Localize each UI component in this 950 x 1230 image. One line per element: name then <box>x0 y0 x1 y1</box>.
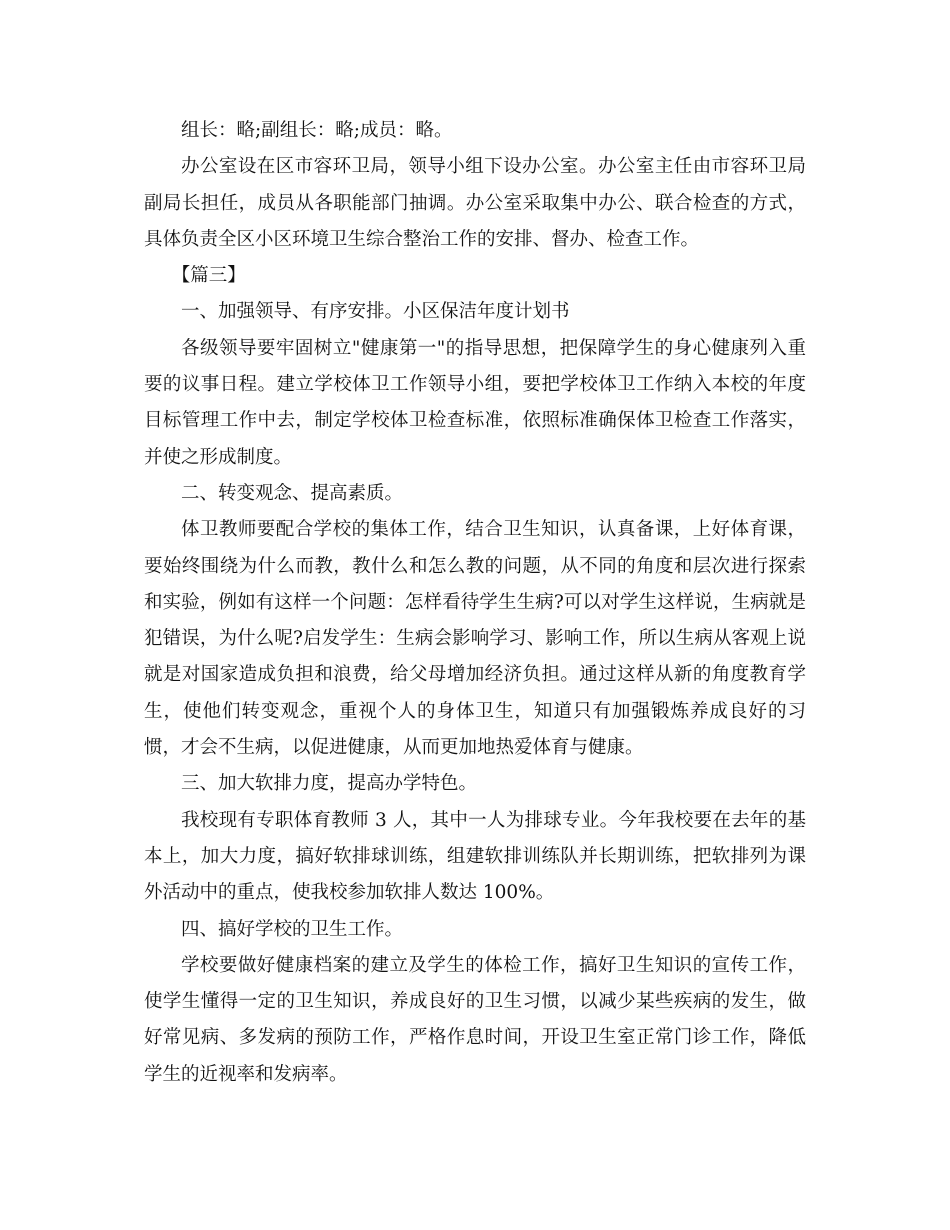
paragraph-leadership: 各级领导要牢固树立"健康第一"的指导思想，把保障学生的身心健康列入重要的议事日程。建立学校体卫工作领导小组，要把学校体卫工作纳入本校的年度目标管理工作中去，制定学校体卫检查标准，依照标准确保体卫检查工作落实，并使之形成制度。 <box>144 337 806 468</box>
heading-two: 二、转变观念、提高素质。 <box>181 482 404 504</box>
paragraph-volleyball: 我校现有专职体育教师 3 人，其中一人为排球专业。今年我校要在去年的基本上，加大力度，搞好软排球训练，组建软排训练队并长期训练，把软排列为课外活动中的重点，使我校参加软排人数达 100%。 <box>144 809 806 904</box>
paragraph-teachers: 体卫教师要配合学校的集体工作，结合卫生知识，认真备课，上好体育课，要始终围绕为什么而教，教什么和怎么教的问题，从不同的角度和层次进行探索和实验，例如有这样一个问题：怎样看待学生生病?可以对学生这样说，生病就是犯错误，为什么呢?启发学生：生病会影响学习、影响工作，所以生病从客观上说就是对国家造成负担和浪费，给父母增加经济负担。通过这样从新的角度教育学生，使他们转变观念，重视个人的身体卫生，知道只有加强锻炼养成良好的习惯，才会不生病，以促进健康，从而更加地热爱体育与健康。 <box>144 519 806 759</box>
heading-one: 一、加强领导、有序安排。小区保洁年度计划书 <box>181 301 570 323</box>
section-label: 【篇三】 <box>171 265 246 287</box>
paragraph-members: 组长：略;副组长：略;成员：略。 <box>181 120 453 141</box>
paragraph-hygiene: 学校要做好健康档案的建立及学生的体检工作，搞好卫生知识的宣传工作，使学生懂得一定的卫生知识，养成良好的卫生习惯，以减少某些疾病的发生，做好常见病、多发病的预防工作，严格作息时间，开设卫生室正常门诊工作，降低学生的近视率和发病率。 <box>144 954 806 1085</box>
document-body <box>144 113 806 1093</box>
paragraph-office: 办公室设在区市容环卫局，领导小组下设办公室。办公室主任由市容环卫局副局长担任，成员从各职能部门抽调。办公室采取集中办公、联合检查的方式，具体负责全区小区环境卫生综合整治工作的安排、督办、检查工作。 <box>144 156 806 250</box>
heading-four: 四、搞好学校的卫生工作。 <box>181 918 404 940</box>
heading-three: 三、加大软排力度，提高办学特色。 <box>181 773 478 795</box>
